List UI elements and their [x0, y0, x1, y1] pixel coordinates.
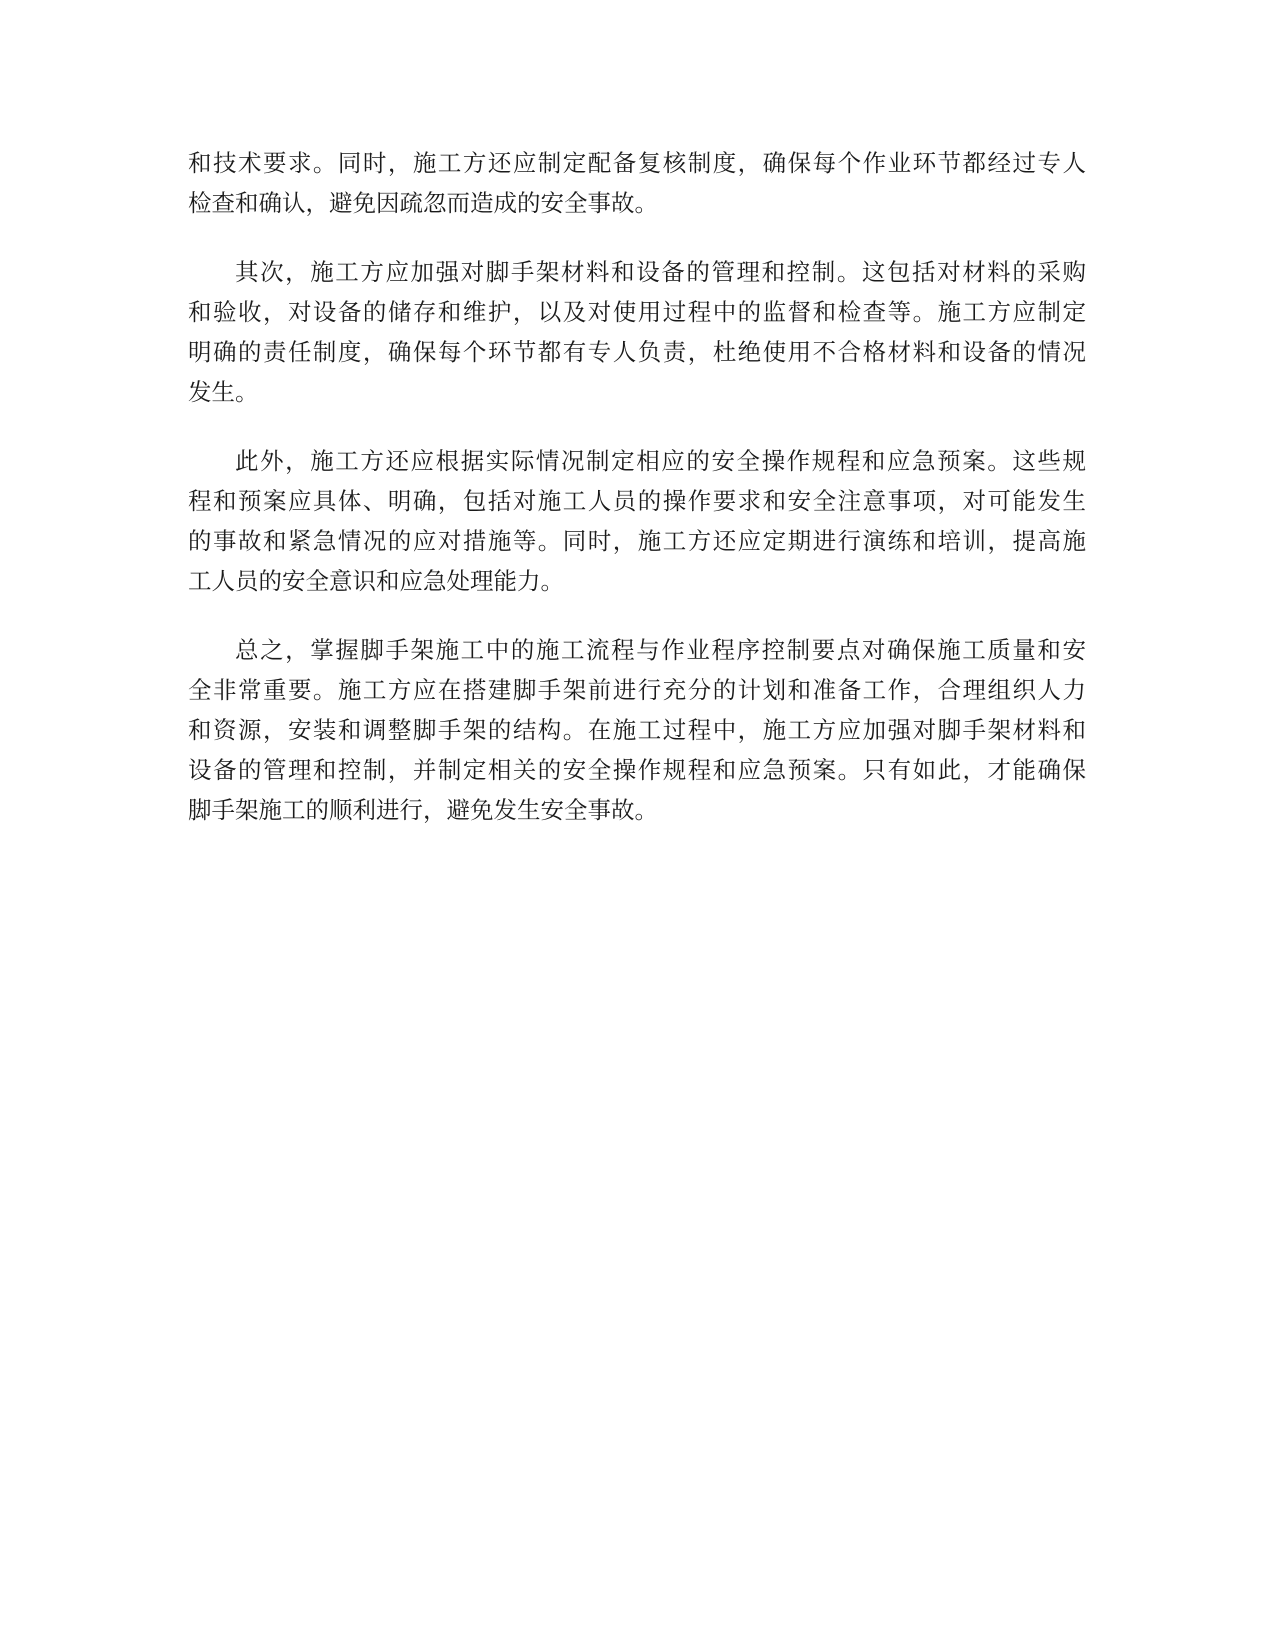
- text-line: 检查和确认，避免因疏忽而造成的安全事故。: [188, 189, 658, 217]
- text-line: 的事故和紧急情况的应对措施等。同时，施工方还应定期进行演练和培训，提高施: [188, 527, 1086, 555]
- paragraph-safety-procedures: [188, 441, 1086, 601]
- text-line: 工人员的安全意识和应急处理能力。: [188, 567, 564, 595]
- text-line: 发生。: [188, 378, 259, 406]
- text-line: 和资源，安装和调整脚手架的结构。在施工过程中，施工方应加强对脚手架材料和: [188, 716, 1086, 744]
- text-line: 和技术要求。同时，施工方还应制定配备复核制度，确保每个作业环节都经过专人: [188, 149, 1086, 177]
- text-line: 明确的责任制度，确保每个环节都有专人负责，杜绝使用不合格材料和设备的情况: [188, 338, 1086, 366]
- text-line: 全非常重要。施工方应在搭建脚手架前进行充分的计划和准备工作，合理组织人力: [188, 676, 1086, 704]
- paragraph-materials-management: [188, 252, 1086, 412]
- paragraph-continuation: [188, 143, 1086, 223]
- text-line: 设备的管理和控制，并制定相关的安全操作规程和应急预案。只有如此，才能确保: [188, 756, 1086, 784]
- text-line: 和验收，对设备的储存和维护，以及对使用过程中的监督和检查等。施工方应制定: [188, 298, 1086, 326]
- body-text: [188, 143, 1086, 859]
- paragraph-conclusion: [188, 630, 1086, 830]
- text-line: 脚手架施工的顺利进行，避免发生安全事故。: [188, 796, 658, 824]
- text-line: 其次，施工方应加强对脚手架材料和设备的管理和控制。这包括对材料的采购: [235, 258, 1086, 286]
- text-line: 程和预案应具体、明确，包括对施工人员的操作要求和安全注意事项，对可能发生: [188, 487, 1086, 515]
- text-line: 总之，掌握脚手架施工中的施工流程与作业程序控制要点对确保施工质量和安: [235, 636, 1086, 664]
- text-line: 此外，施工方还应根据实际情况制定相应的安全操作规程和应急预案。这些规: [235, 447, 1086, 475]
